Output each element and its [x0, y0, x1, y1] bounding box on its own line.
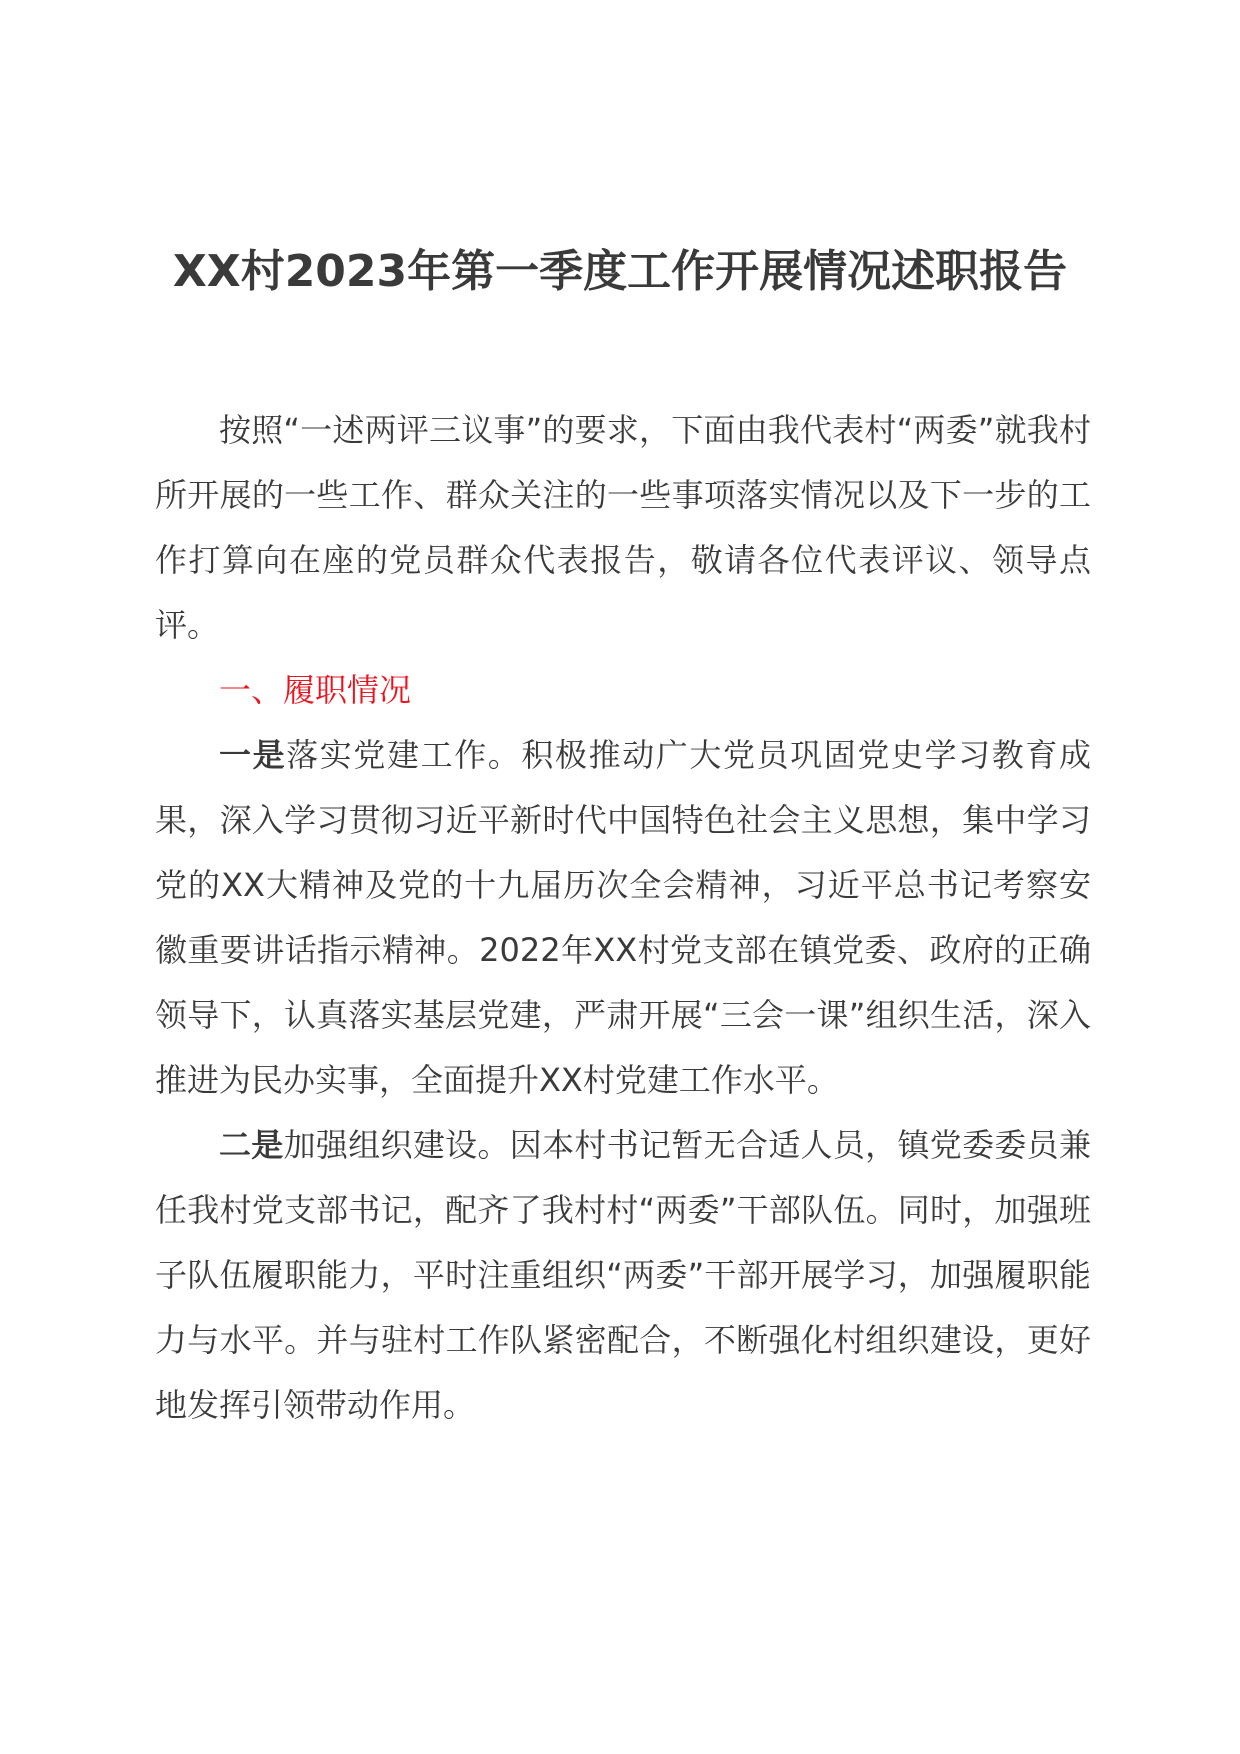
- document-body: [155, 398, 1091, 1438]
- item-text-1: 落实党建工作。积极推动广大党员巩固党史学习教育成果，深入学习贯彻习近平新时代中国特色社会主义思想，集中学习党的XX大精神及党的十九届历次全会精神，习近平总书记考察安徽重要讲话指示精神。2022年XX村党支部在镇党委、政府的正确领导下，认真落实基层党建，严肃开展“三会一课”组织生活，深入推进为民办实事，全面提升XX村党建工作水平。: [155, 736, 1091, 1099]
- item-text-2: 加强组织建设。因本村书记暂无合适人员，镇党委委员兼任我村党支部书记，配齐了我村村“两委”干部队伍。同时，加强班子队伍履职能力，平时注重组织“两委”干部开展学习，加强履职能力与水平。并与驻村工作队紧密配合，不断强化村组织建设，更好地发挥引领带动作用。: [155, 1126, 1091, 1424]
- item-paragraph-1: [155, 723, 1091, 1113]
- item-lead-2: 二是: [219, 1126, 284, 1164]
- section-heading: 一、履职情况: [219, 671, 412, 709]
- document-title: XX村2023年第一季度工作开展情况述职报告: [172, 246, 1068, 297]
- item-paragraph-2: [155, 1113, 1091, 1438]
- item-lead-1: 一是: [219, 736, 287, 774]
- intro-paragraph: 按照“一述两评三议事”的要求，下面由我代表村“两委”就我村所开展的一些工作、群众关注的一些事项落实情况以及下一步的工作打算向在座的党员群众代表报告，敬请各位代表评议、领导点评。: [155, 411, 1091, 644]
